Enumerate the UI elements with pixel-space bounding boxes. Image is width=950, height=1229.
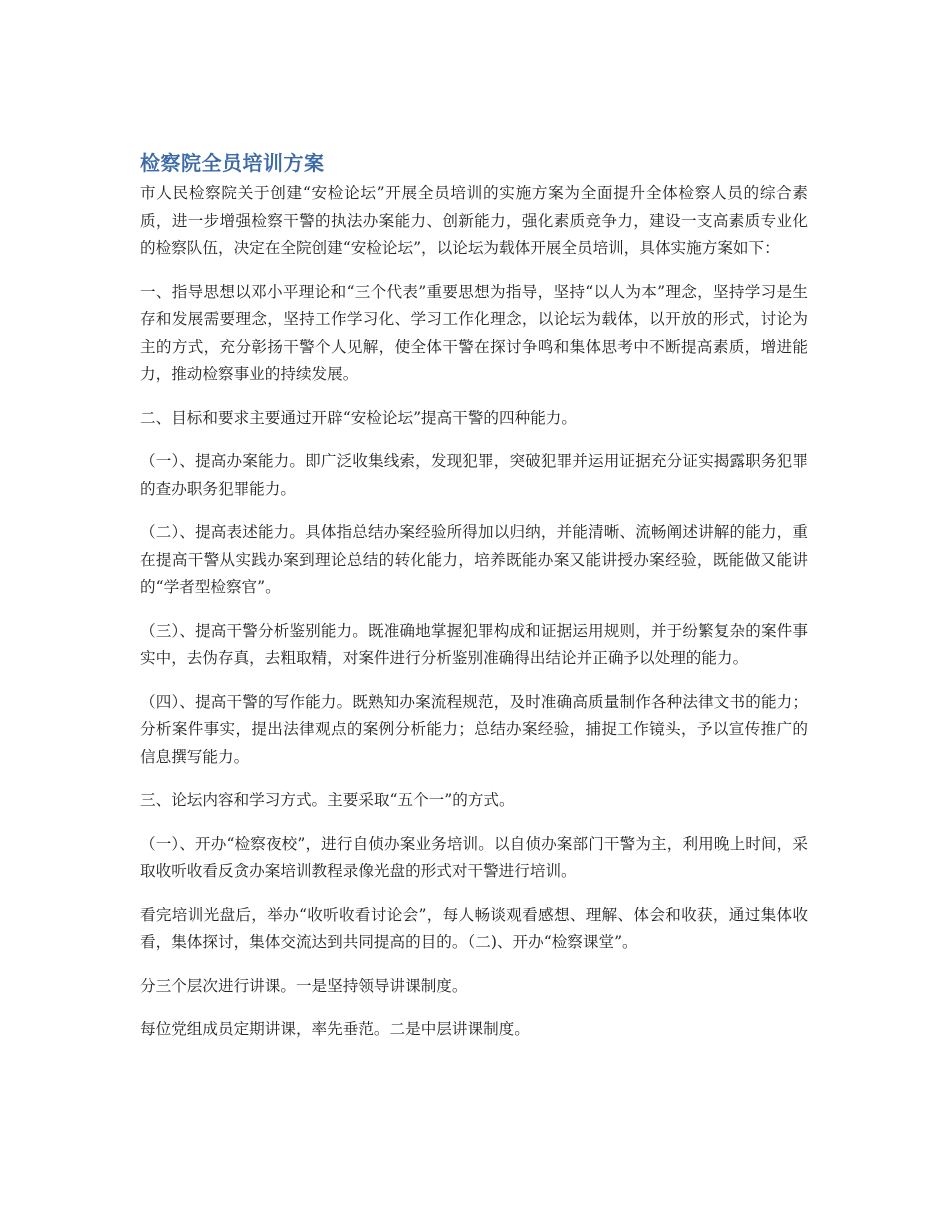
paragraph-night-school: （一）、开办“检察夜校”，进行自侦办案业务培训。以自侦办案部门干警为主，利用晚上时间，采取收听收看反贪办案培训教程录像光盘的形式对干警进行培训。 <box>140 834 808 880</box>
paragraph-analysis-ability: （三）、提高干警分析鉴别能力。既准确地掌握犯罪构成和证据运用规则，并于纷繁复杂的案件事实中，去伪存真，去粗取精，对案件进行分析鉴别准确得出结论并正确予以处理的能力。 <box>140 621 808 667</box>
paragraph-forum-content: 三、论坛内容和学习方式。主要采取“五个一”的方式。 <box>140 791 515 809</box>
paragraph-intro: 市人民检察院关于创建“安检论坛”开展全员培训的实施方案为全面提升全体检察人员的综合素质，进一步增强检察干警的执法办案能力、创新能力，强化素质竞争力，建设一支高素质专业化的检察队伍，决定在全院创建“安检论坛”，以论坛为载体开展全员培训，具体实施方案如下： <box>140 184 808 257</box>
paragraph-guiding-ideology: 一、指导思想以邓小平理论和“三个代表”重要思想为指导，坚持“以人为本”理念，坚持学习是生存和发展需要理念，坚持工作学习化、学习工作化理念，以论坛为载体，以开放的形式，讨论为主的方式，充分彰扬干警个人见解，使全体干警在探讨争鸣和集体思考中不断提高素质，增进能力，推动检察事业的持续发展。 <box>140 282 808 383</box>
paragraph-writing-ability: （四）、提高干警的写作能力。既熟知办案流程规范，及时准确高质量制作各种法律文书的能力；分析案件事实，提出法律观点的案例分析能力；总结办案经验，捕捉工作镜头，予以宣传推广的信息撰写能力。 <box>140 692 808 766</box>
document-title: 检察院全员培训方案 <box>140 151 325 175</box>
paragraph-party-members: 每位党组成员定期讲课，率先垂范。二是中层讲课制度。 <box>140 1020 530 1038</box>
paragraph-discussion-meeting: 看完培训光盘后，举办“收听收看讨论会”，每人畅谈观看感想、理解、体会和收获，通过集体收看，集体探讨，集体交流达到共同提高的目的。（二)、开办“检察课堂”。 <box>140 905 808 951</box>
paragraph-expression-ability: （二）、提高表述能力。具体指总结办案经验所得加以归纳，并能清晰、流畅阐述讲解的能力，重在提高干警从实践办案到理论总结的转化能力，培养既能办案又能讲授办案经验，既能做又能讲的“学者型检察官”。 <box>140 523 808 596</box>
document-body <box>140 148 808 1060</box>
paragraph-case-handling-ability: （一）、提高办案能力。即广泛收集线索，发现犯罪，突破犯罪并运用证据充分证实揭露职务犯罪的查办职务犯罪能力。 <box>140 452 808 498</box>
paragraph-goals: 二、目标和要求主要通过开辟“安检论坛”提高干警的四种能力。 <box>140 408 577 427</box>
paragraph-three-levels: 分三个层次进行讲课。一是坚持领导讲课制度。 <box>140 976 468 995</box>
